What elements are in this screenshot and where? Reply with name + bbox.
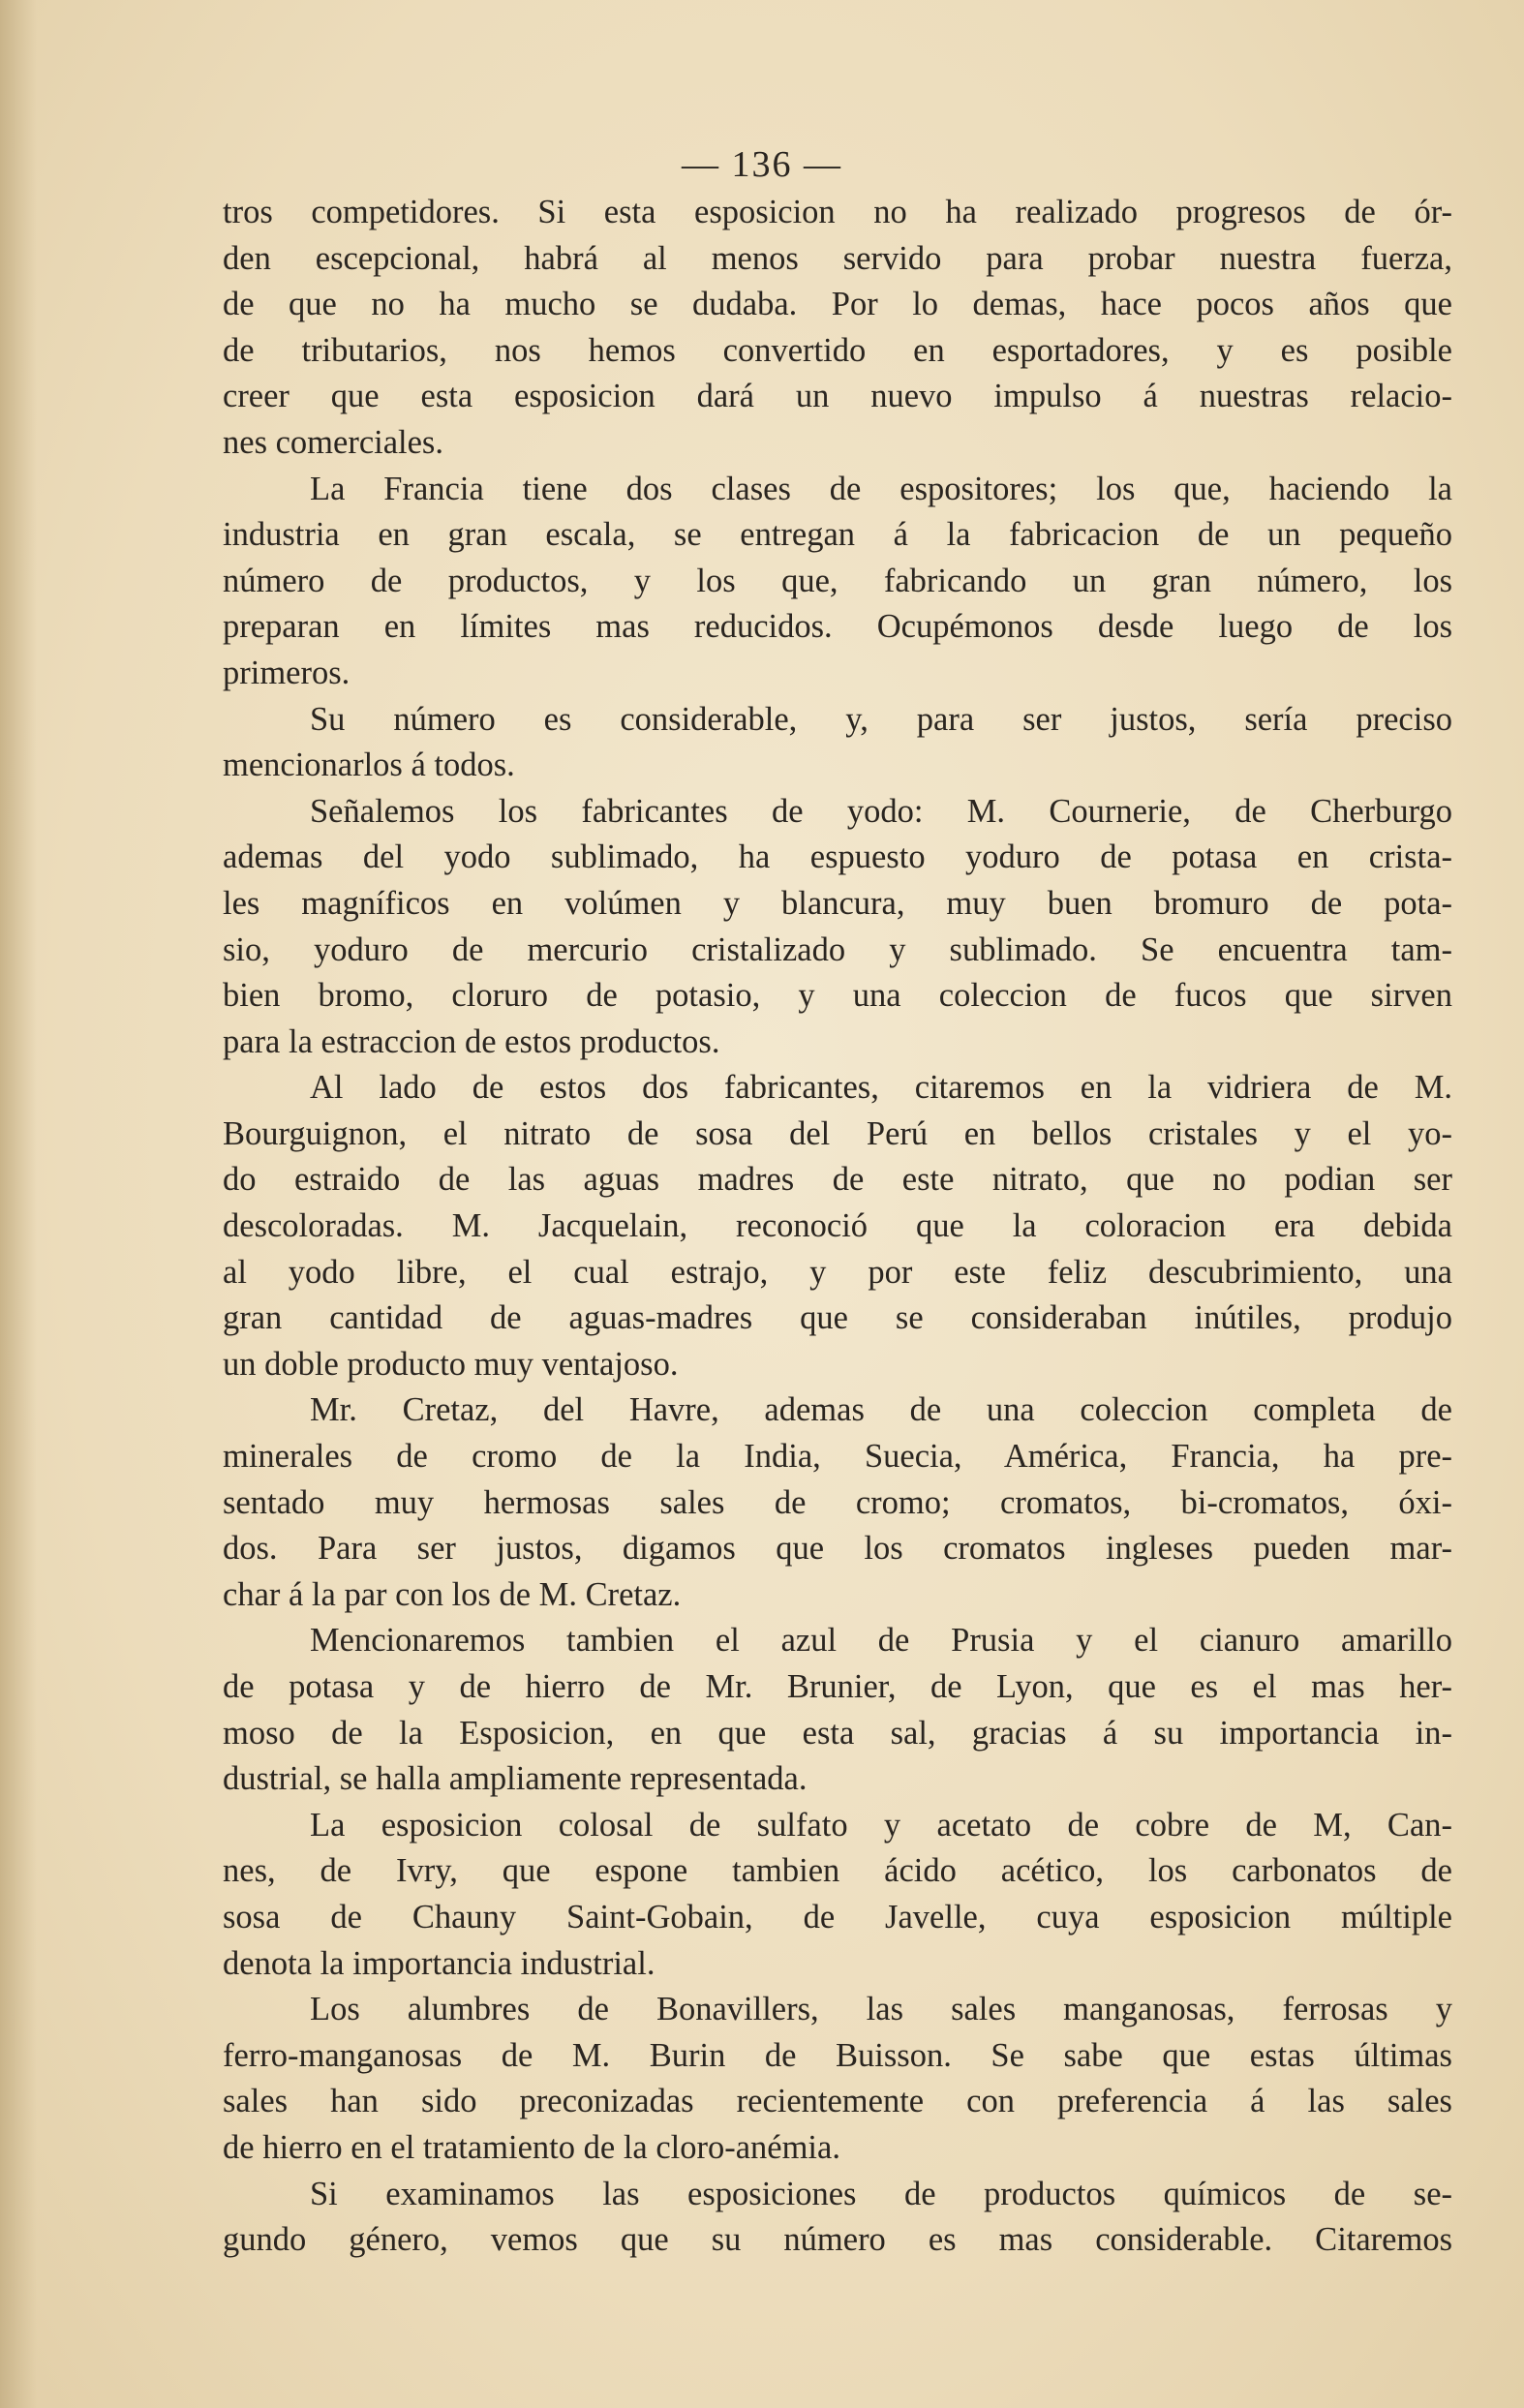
text-line: les magníficos en volúmen y blancura, muy buen bromuro de pota- (223, 884, 1452, 922)
text-line: industria en gran escala, se entregan á la fabricacion de un pequeño (223, 516, 1452, 554)
page-number-header: — 136 — (682, 144, 842, 185)
paragraph (223, 1987, 1452, 2171)
text-line: moso de la Esposicion, en que esta sal, gracias á su importancia in- (223, 1714, 1452, 1752)
text-line: dustrial, se halla ampliamente representada. (223, 1760, 808, 1798)
text-line: den escepcional, habrá al menos servido para probar nuestra fuerza, (223, 239, 1452, 277)
text-line: Los alumbres de Bonavillers, las sales manganosas, ferrosas y (310, 1991, 1452, 2028)
text-line: Mencionaremos tambien el azul de Prusia y el cianuro amarillo (310, 1622, 1452, 1660)
text-line: char á la par con los de M. Cretaz. (223, 1575, 682, 1613)
text-line: nes, de Ivry, que espone tambien ácido acético, los carbonatos de (223, 1852, 1452, 1890)
text-line: primeros. (223, 654, 351, 691)
text-line: denota la importancia industrial. (223, 1944, 655, 1982)
text-line: Si examinamos las esposiciones de productos químicos de se- (310, 2175, 1452, 2212)
paragraph (223, 1803, 1452, 1987)
text-line: gundo género, vemos que su número es mas considerable. Citaremos (223, 2221, 1452, 2259)
text-line: número de productos, y los que, fabricando un gran número, los (223, 562, 1452, 599)
text-line: un doble producto muy ventajoso. (223, 1345, 679, 1383)
text-line: creer que esta esposicion dará un nuevo impulso á nuestras relacio- (223, 378, 1452, 415)
text-line: sales han sido preconizadas recientemente con preferencia á las sales (223, 2083, 1452, 2120)
paragraph (223, 1065, 1452, 1387)
text-line: de hierro en el tratamiento de la cloro-anémia. (223, 2128, 840, 2166)
text-line: preparan en límites mas reducidos. Ocupémonos desde luego de los (223, 608, 1452, 646)
text-line: Al lado de estos dos fabricantes, citaremos en la vidriera de M. (310, 1069, 1452, 1107)
body-text (223, 190, 1452, 2264)
text-line: do estraido de las aguas madres de este nitrato, que no podian ser (223, 1161, 1452, 1199)
text-line: Mr. Cretaz, del Havre, ademas de una coleccion completa de (310, 1391, 1452, 1429)
text-line: de tributarios, nos hemos convertido en esportadores, y es posible (223, 331, 1452, 369)
paragraph (223, 2172, 1452, 2264)
paragraph (223, 1387, 1452, 1618)
text-line: sio, yoduro de mercurio cristalizado y sublimado. Se encuentra tam- (223, 930, 1452, 968)
text-line: nes comerciales. (223, 423, 443, 461)
text-line: sentado muy hermosas sales de cromo; cromatos, bi-cromatos, óxi- (223, 1483, 1452, 1521)
text-line: para la estraccion de estos productos. (223, 1022, 720, 1060)
text-line: al yodo libre, el cual estrajo, y por este feliz descubrimiento, una (223, 1253, 1452, 1291)
paragraph (223, 697, 1452, 789)
paragraph (223, 789, 1452, 1066)
text-line: de que no ha mucho se dudaba. Por lo demas, hace pocos años que (223, 286, 1452, 323)
text-line: minerales de cromo de la India, Suecia, América, Francia, ha pre- (223, 1438, 1452, 1476)
text-line: gran cantidad de aguas-madres que se consideraban inútiles, produjo (223, 1299, 1452, 1337)
text-line: ademas del yodo sublimado, ha espuesto yoduro de potasa en crista- (223, 838, 1452, 876)
text-line: Bourguignon, el nitrato de sosa del Perú en bellos cristales y el yo- (223, 1114, 1452, 1152)
text-line: bien bromo, cloruro de potasio, y una coleccion de fucos que sirven (223, 977, 1452, 1015)
text-line: sosa de Chauny Saint-Gobain, de Javelle, cuya esposicion múltiple (223, 1898, 1452, 1936)
text-line: de potasa y de hierro de Mr. Brunier, de Lyon, que es el mas her- (223, 1668, 1452, 1705)
text-line: La esposicion colosal de sulfato y acetato de cobre de M, Can- (310, 1806, 1452, 1844)
text-line: descoloradas. M. Jacquelain, reconoció que la coloracion era debida (223, 1207, 1452, 1245)
text-line: tros competidores. Si esta esposicion no ha realizado progresos de ór- (223, 194, 1452, 230)
spine-shadow (0, 0, 37, 2408)
text-line: mencionarlos á todos. (223, 747, 515, 784)
paragraph (223, 1618, 1452, 1802)
text-line: Señalemos los fabricantes de yodo: M. Cournerie, de Cherburgo (310, 792, 1452, 830)
text-line: Su número es considerable, y, para ser justos, sería preciso (310, 700, 1452, 738)
text-line: La Francia tiene dos clases de espositores; los que, haciendo la (310, 470, 1452, 507)
text-line: dos. Para ser justos, digamos que los cromatos ingleses pueden mar- (223, 1530, 1452, 1568)
text-line: ferro-manganosas de M. Burin de Buisson. Se sabe que estas últimas (223, 2036, 1452, 2074)
paragraph (223, 467, 1452, 697)
paragraph (223, 190, 1452, 467)
